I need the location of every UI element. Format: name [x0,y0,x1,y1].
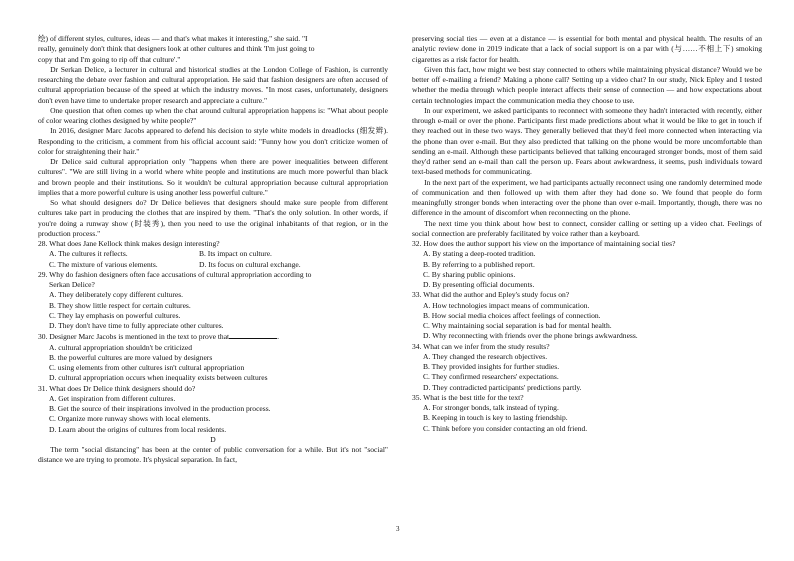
option-b[interactable]: B. They provided insights for further studies. [423,362,560,371]
paragraph-given: Given this fact, how might we best stay connected to others while maintaining physical distance? Would we be better off e-mailing a friend? Making a phone call? Setting up a video chat? In our study, Nick Epley and I tested whether the media through which people interact affects their sense of connection — and how expectations about certain technologies impact the communication media they choose to use. [412,64,762,105]
option-c[interactable]: C. The mixture of various elements. [49,259,158,269]
option-c[interactable]: C. Why maintaining social separation is bad for mental health. [423,321,612,330]
option-d[interactable]: D. They contradicted participants' predictions partly. [423,382,582,392]
option-a[interactable]: A. How technologies impact means of communication. [423,300,590,310]
option-b[interactable]: B. How social media choices affect feelings of connection. [423,310,601,320]
intro-line: copy that and I'm going to rip off that culture'." [38,54,181,64]
option-c[interactable]: C. Organize more runway shows with local elements. [49,414,211,424]
page-number: 3 [396,525,400,533]
question-stem: 28. What does Jane Kellock think makes design interesting? [38,239,220,248]
question-34 [412,342,762,393]
option-a[interactable]: A. They changed the research objectives. [423,351,548,361]
right-column [412,34,762,434]
paragraph-next: In the next part of the experiment, we had participants actually reconnect using one randomly determined mode of communication and then followed up with them after they had done so. We found that people do form meaningfully stronger bonds when interacting over the phone than over e-mail. Importantly, though, there was no difference in the amount of discomfort when reconnecting on the phone. [412,177,762,218]
question-stem: 31. What does Dr Delice think designers should do? [38,383,196,393]
option-a[interactable]: A. The cultures it reflects. [49,249,128,259]
question-29 [38,270,388,332]
question-stem: 32. How does the author support his view on the importance of maintaining social ties? [412,239,676,248]
paragraph-delice: Dr Serkan Delice, a lecturer in cultural and historical studies at the London College of Fashion, is currently researching the debate over fashion and cultural appropriation. He said that fashion designers are often accused of cultural appropriation because of the speed at which the industry moves. "In most cases, unfortunately, designers don't even have time to undertake proper research and appreciate a culture." [38,64,388,105]
question-stem: 29. Why do fashion designers often face accusations of cultural appropriation according to [38,269,312,279]
question-31 [38,384,388,435]
option-c[interactable]: C. They lay emphasis on powerful cultures. [49,310,181,320]
option-b[interactable]: B. They show little respect for certain cultures. [49,300,191,310]
option-b[interactable]: B. the powerful cultures are more valued by designers [49,352,213,362]
paragraph-solution: So what should designers do? Dr Delice believes that designers should make sure people from different cultures take part in producing the clothes that are inspired by them. "That's the only solution. In other words, if you're doing a runway show (时装秀), then you need to use the original inhabitants of that region, or in the production process." [38,198,388,238]
paragraph-jacobs: In 2016, designer Marc Jacobs appeared to defend his decision to style white models in dreadlocks (细发辫). Responding to the criticism, a comment from his official account said: "Funny how you don't criticize women of color for straightening their hair." [38,126,388,156]
question-35 [412,393,762,434]
intro-line: 绘) of different styles, cultures, ideas — and that's what makes it interesting," she said. "I [38,34,308,43]
question-30 [38,331,388,383]
question-32 [412,239,762,290]
paragraph-distancing: The term "social distancing" has been at the center of public conversation for a while. But it's not "social" distance we are trying to promote. It's physical separation. In fact, [38,445,388,465]
option-d[interactable]: D. Learn about the origins of cultures from local residents. [49,424,227,434]
left-column [38,34,388,466]
question-stem: 30. Designer Marc Jacobs is mentioned in the text to prove that [38,332,230,342]
paragraph-question: One question that often comes up when the chat around cultural appropriation happens is: "What about people of color wearing clothes designed by white people?" [38,105,388,125]
option-d[interactable]: D. cultural appropriation occurs when inequality exists between cultures [49,373,268,383]
option-b[interactable]: B. By referring to a published report. [423,259,535,269]
option-a[interactable]: A. Get inspiration from different cultures. [49,393,176,403]
question-28 [38,239,388,270]
question-stem-end: . [277,332,280,342]
paragraph-inequality: Dr Delice said cultural appropriation only "happens when there are power inequalities between different cultures". "We are still living in a world where white people and institutions are much more powerful than black and brown people and their institutions. So it wouldn't be cultural appropriation because cultural appropriation implies that a more powerful culture is using another less powerful culture." [38,157,388,197]
option-d[interactable]: D. Its focus on cultural exchange. [199,259,301,269]
answer-blank[interactable] [229,331,280,342]
option-d[interactable]: D. Why reconnecting with friends over the phone brings awkwardness. [423,331,638,341]
question-stem: 34. What can we infer from the study results? [412,341,550,351]
question-stem-cont: Serkan Delice? [49,280,95,289]
option-b[interactable]: B. Keeping in touch is key to lasting friendship. [423,413,568,423]
paragraph-conclusion: The next time you think about how best to connect, consider calling or setting up a video chat. Feelings of social connection are preferably facilitated by voice rather than a keyboard. [412,218,762,238]
option-a[interactable]: A. cultural appropriation shouldn't be criticized [49,342,193,352]
intro-line: really, genuinely don't think that designers look at other cultures and think 'I'm just going to [38,44,315,54]
option-a[interactable]: A. They deliberately copy different cultures. [49,290,184,300]
option-c[interactable]: C. Think before you consider contacting an old friend. [423,423,588,433]
option-c[interactable]: C. using elements from other cultures isn't cultural appropriation [49,363,245,372]
question-33 [412,290,762,341]
paragraph-experiment: In our experiment, we asked participants to reconnect with someone they hadn't interacted with recently, either through e-mail or over the phone. Participants first made predictions about what it would be like to get in touch if they reached out in these two ways. They generally believed that they'd feel more connected when interacting via the phone than over e-mail. But they also predicted that talking on the phone would be more uncomfortable than sending an e-mail. Although these participants believed that talking encouraged stronger bonds, most of them said they'd rather send an e-mail than call the person up. Fears about awkwardness, it seems, push individuals toward text-based methods for communicating. [412,105,762,177]
option-b[interactable]: B. Its impact on culture. [199,249,272,259]
option-a[interactable]: A. For stronger bonds, talk instead of typing. [423,403,559,412]
paragraph-ties: preserving social ties — even at a distance — is essential for both mental and physical health. The results of an analytic review done in 2019 indicate that a lack of social support is on a par with (与……不相上下) smoking cigarettes as a risk factor for health. [412,34,762,64]
passage-d-heading: D [210,434,216,444]
option-c[interactable]: C. They confirmed researchers' expectations. [423,372,559,382]
option-d[interactable]: D. They don't have time to fully appreciate other cultures. [49,321,224,330]
option-a[interactable]: A. By stating a deep-rooted tradition. [423,249,536,259]
option-c[interactable]: C. By sharing public opinions. [423,269,516,279]
question-stem: 33. What did the author and Epley's study focus on? [412,290,570,300]
option-d[interactable]: D. By presenting official documents. [423,280,535,289]
question-stem: 35. What is the best title for the text? [412,392,524,402]
option-b[interactable]: B. Get the source of their inspirations involved in the production process. [49,404,271,413]
